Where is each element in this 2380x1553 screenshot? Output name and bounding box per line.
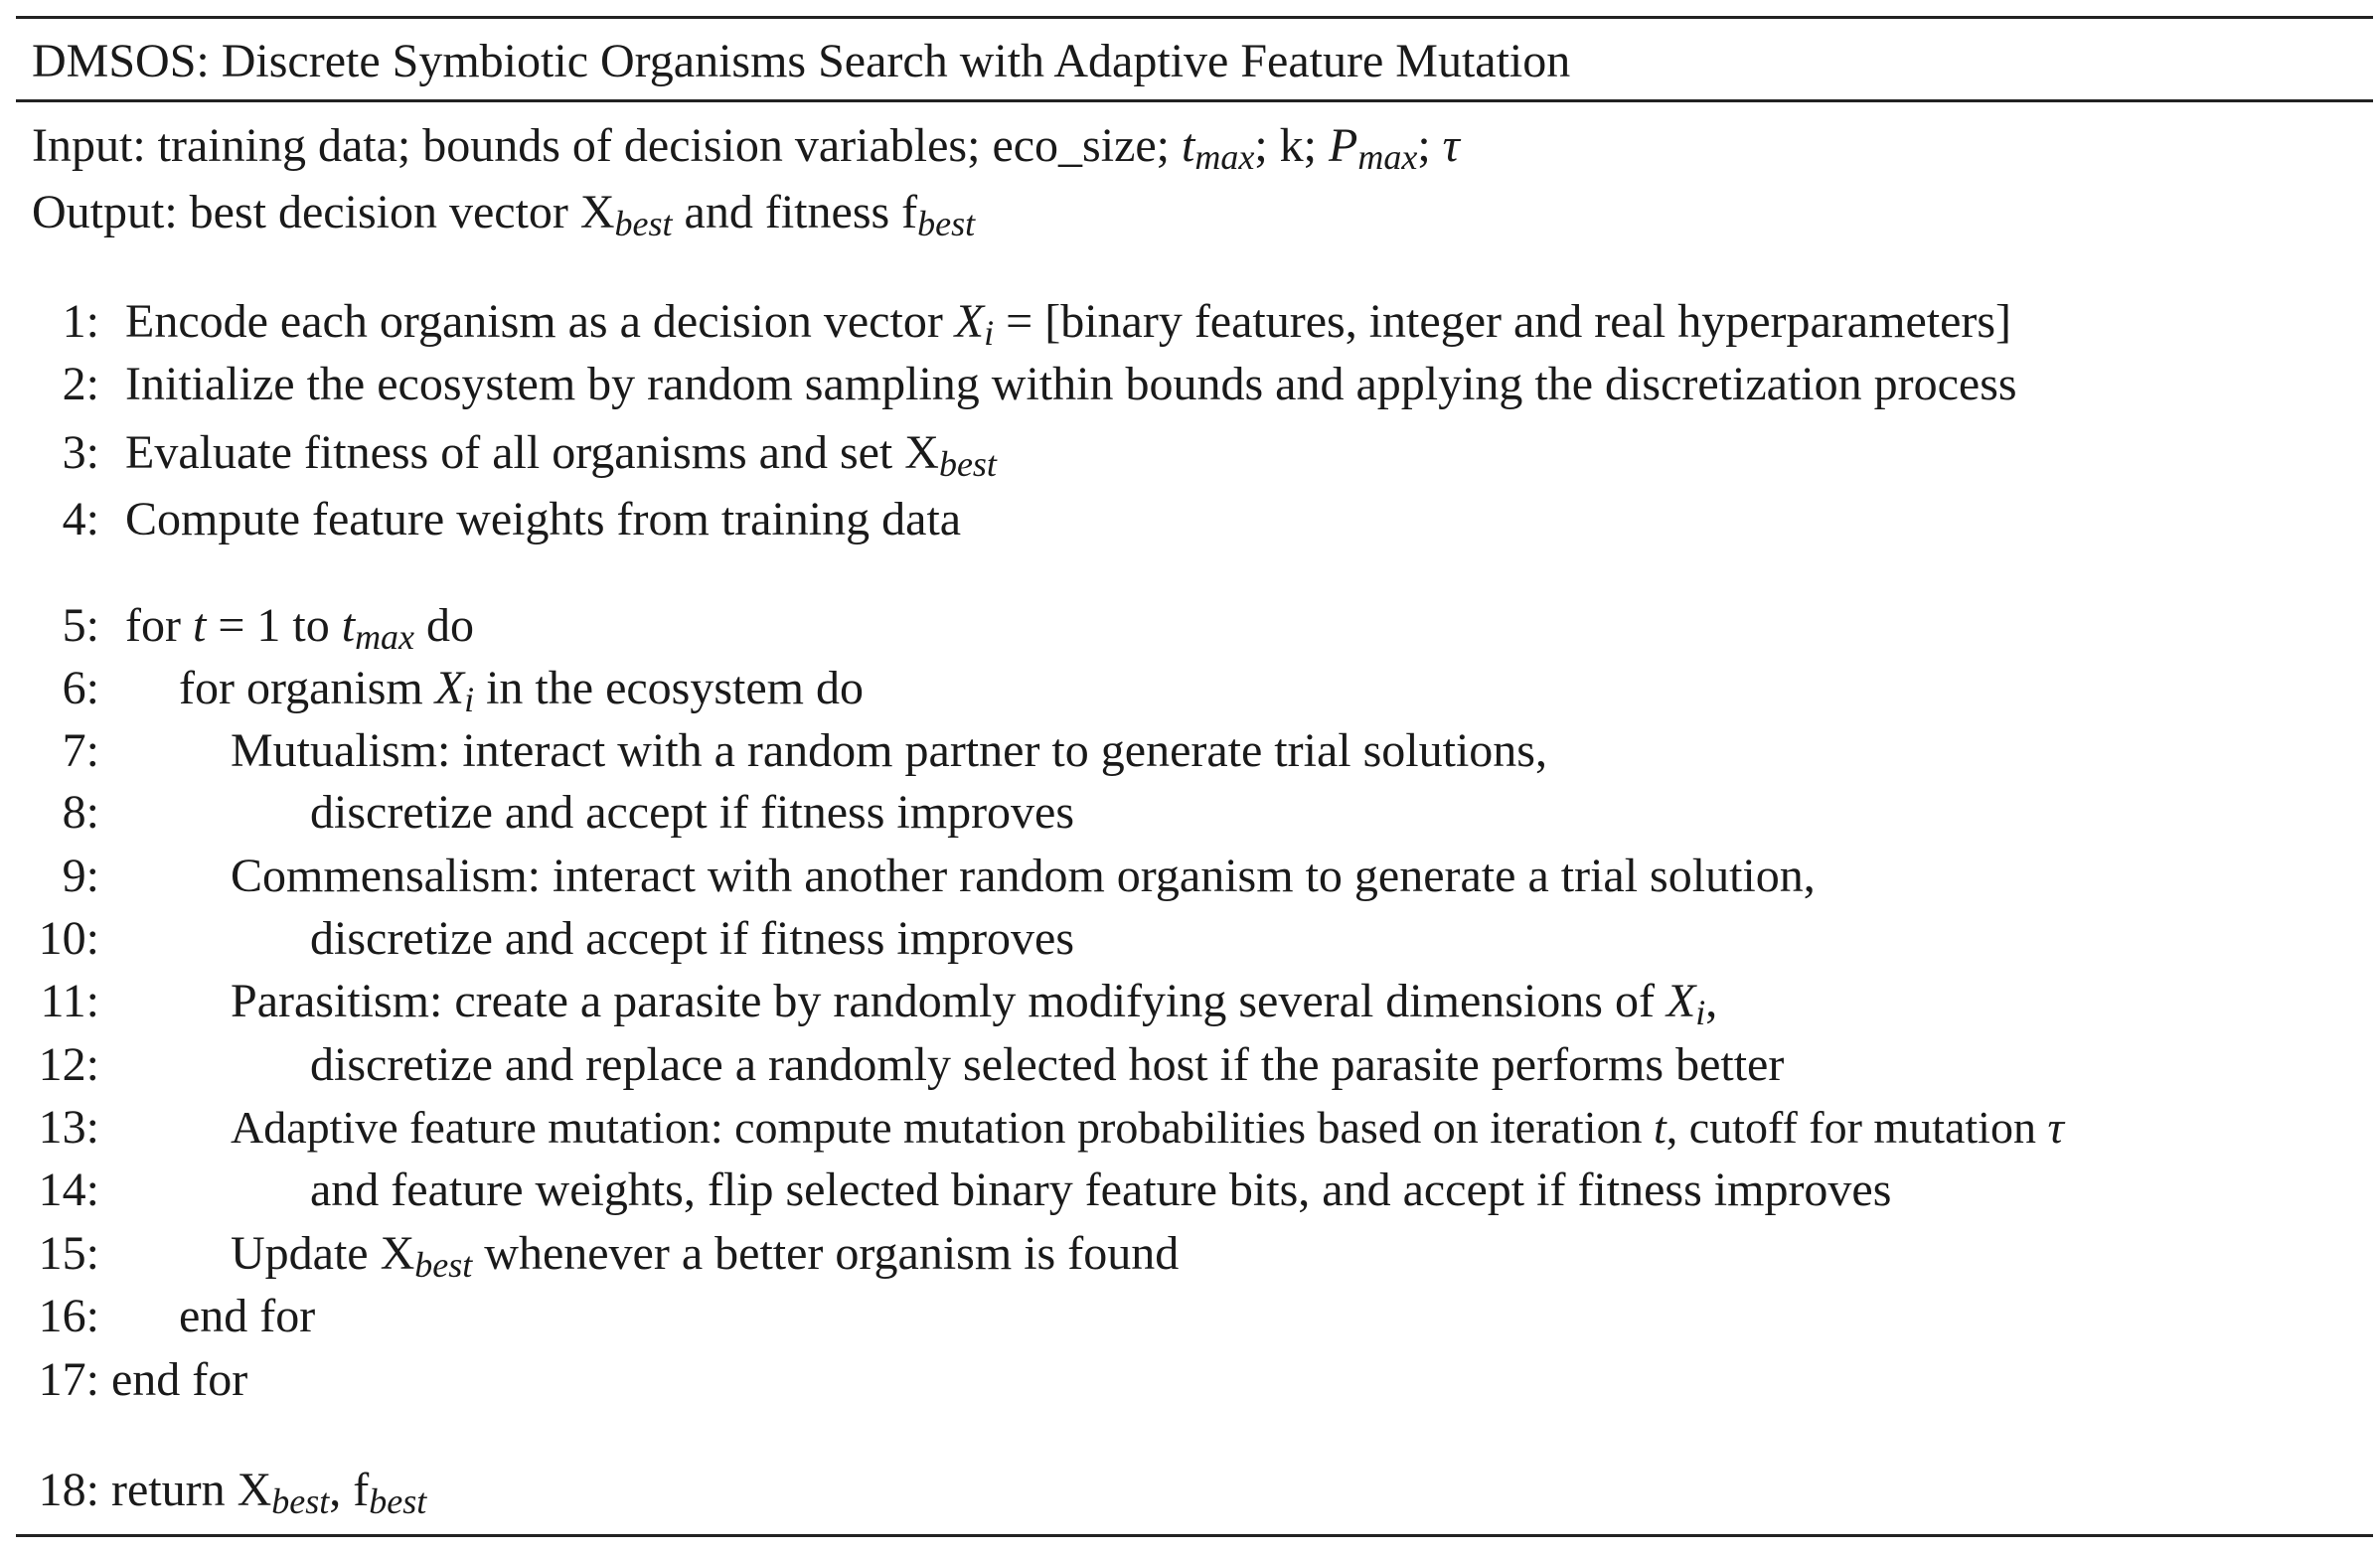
algorithm-output: Output: best decision vector Xbest and fitness fbest [32, 186, 976, 243]
algorithm-input: Input: training data; bounds of decision variables; eco_size; tmax; k; Pmax; τ [32, 119, 1460, 177]
title-rule [16, 99, 2373, 102]
bottom-rule [16, 1534, 2373, 1537]
algorithm-title: DMSOS: Discrete Symbiotic Organisms Search with Adaptive Feature Mutation [32, 35, 1571, 87]
top-rule [16, 16, 2373, 19]
